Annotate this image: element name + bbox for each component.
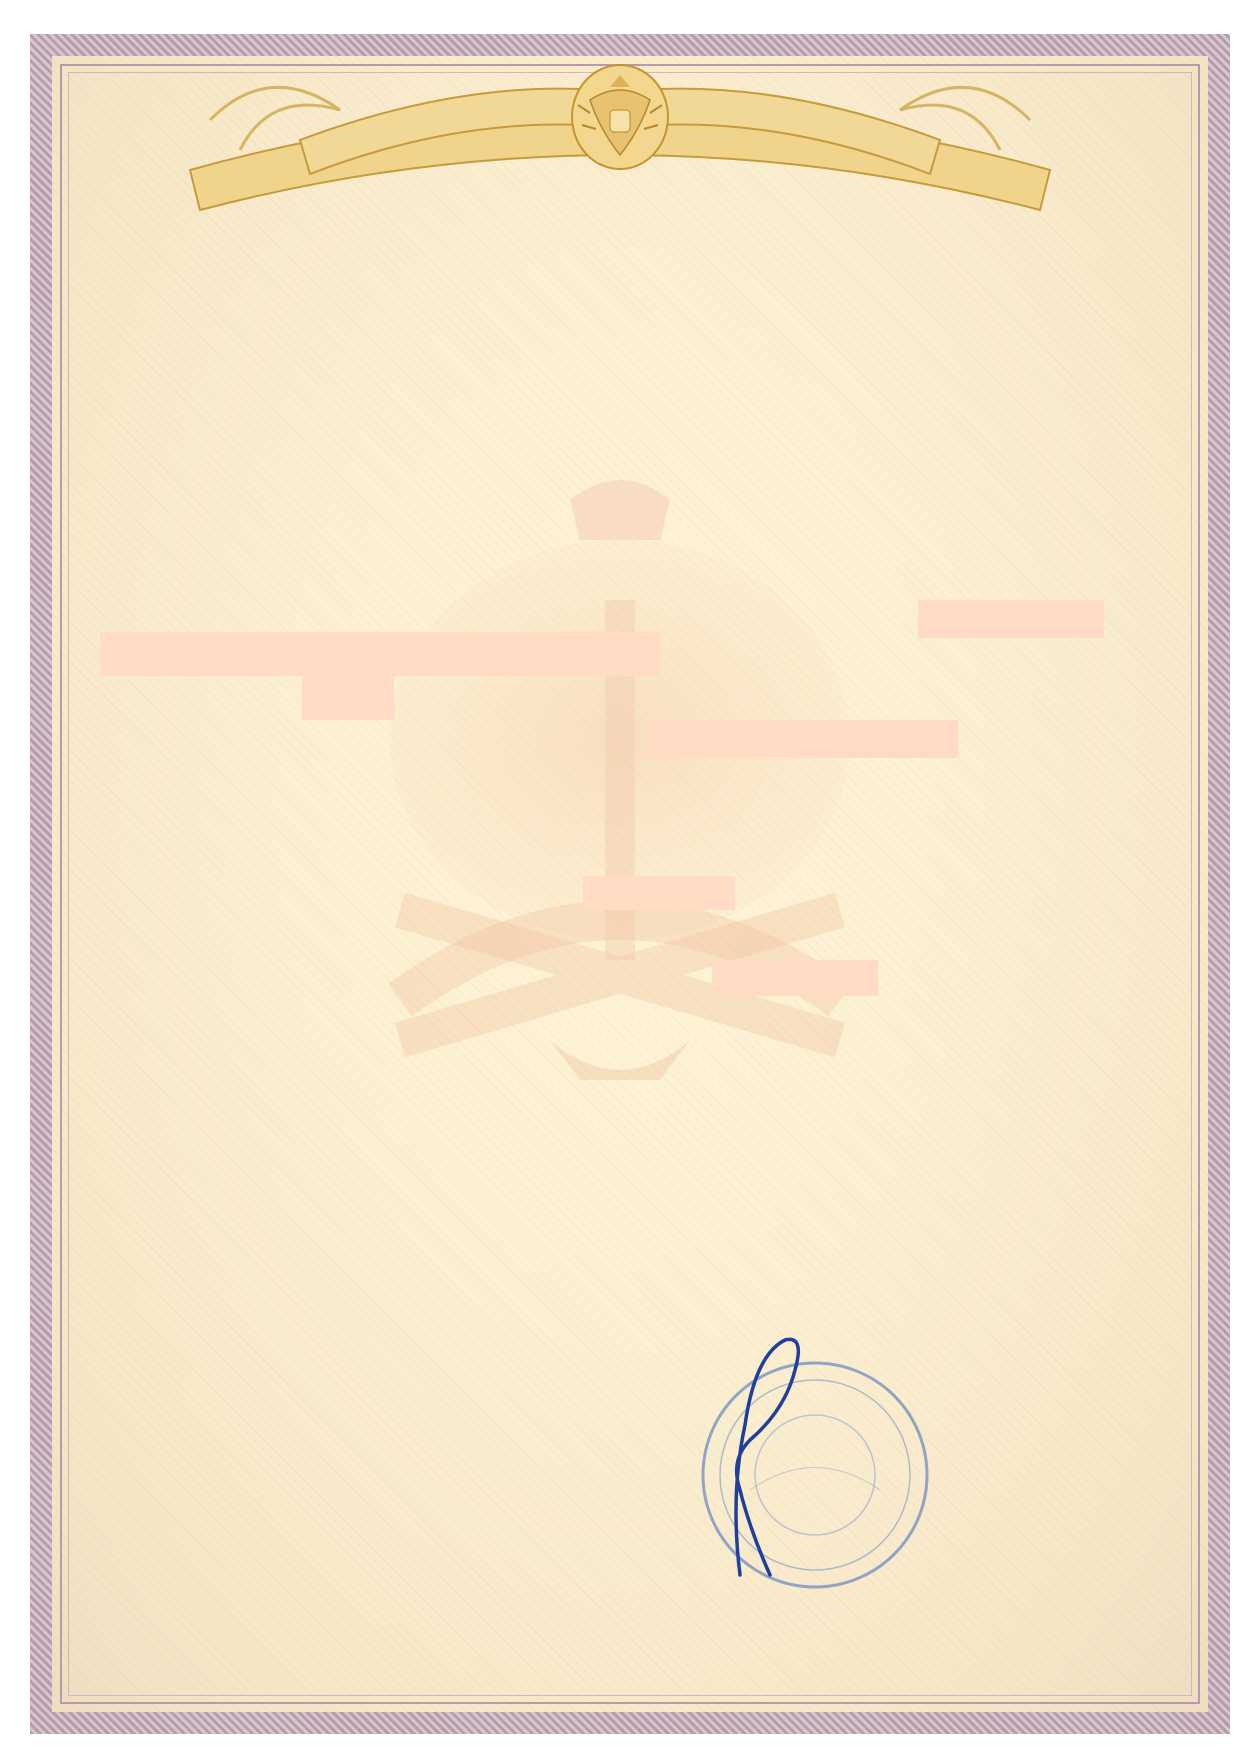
registrar-signature bbox=[700, 1325, 820, 1585]
redaction-block bbox=[100, 632, 660, 676]
double-headed-eagle-icon bbox=[560, 55, 680, 175]
cadastral-row bbox=[109, 881, 119, 905]
restrictions-row bbox=[109, 914, 114, 938]
redaction-block bbox=[712, 960, 878, 996]
redaction-block bbox=[648, 720, 958, 758]
object-row bbox=[109, 793, 119, 817]
redaction-block bbox=[583, 876, 735, 910]
redaction-block bbox=[302, 676, 394, 720]
right-type-row bbox=[109, 757, 119, 781]
redaction-block bbox=[918, 600, 1104, 638]
watermark-emblem-icon bbox=[340, 480, 900, 1100]
